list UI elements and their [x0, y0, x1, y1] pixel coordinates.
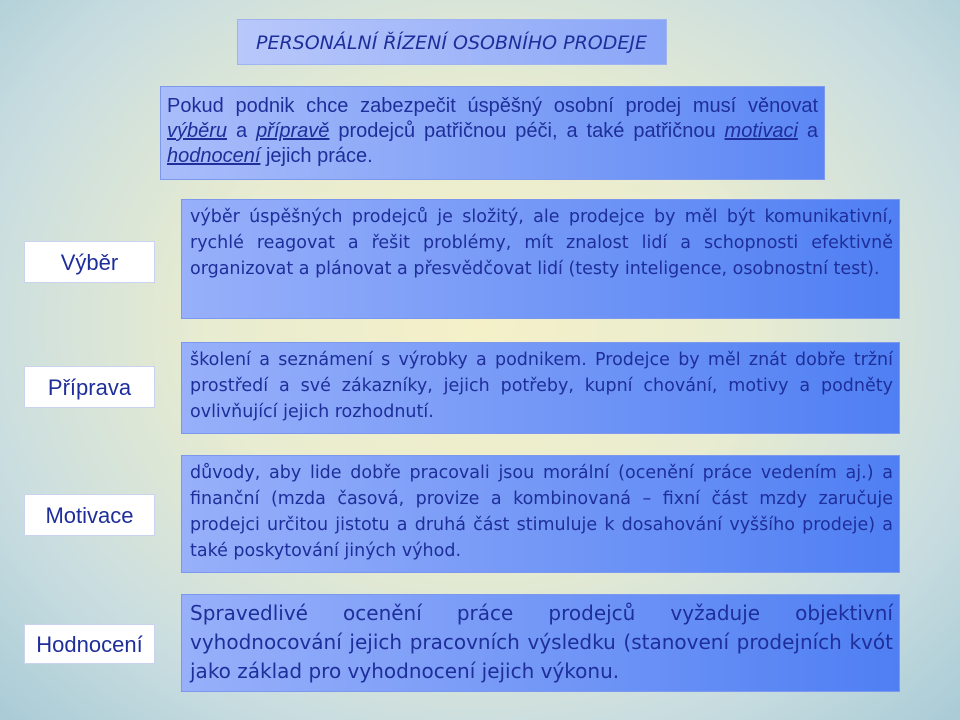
content-motivace: důvody, aby lide dobře pracovali jsou morální (ocenění práce vedením aj.) a finanční (mzda časová, provize a kombinovaná – fixní část mzdy zaručuje prodejci určitou jistotu a druhá část stimuluje k dosahování vyššího prodeje) a také poskytování jiných výhod. [181, 455, 900, 573]
content-priprava: školení a seznámení s výrobky a podnikem. Prodejce by měl znát dobře tržní prostředí a své zákazníky, jejich potřeby, kupní chování, motivy a podněty ovlivňující jejich rozhodnutí. [181, 342, 900, 434]
intro-text-2: a [227, 120, 257, 142]
content-hodnoceni: Spravedlivé ocenění práce prodejců vyžaduje objektivní vyhodnocování jejich pracovních výsledku (stanovení prodejních kvót jako základ pro vyhodnocení jejich výkonu. [181, 594, 900, 692]
label-hodnoceni: Hodnocení [24, 624, 155, 664]
intro-text-5: jejich práce. [260, 145, 373, 167]
label-priprava: Příprava [24, 366, 155, 408]
intro-link-vyber[interactable]: výběru [167, 120, 228, 142]
intro-link-priprava[interactable]: přípravě [256, 120, 330, 142]
intro-text-3: prodejců patřičnou péči, a také patřičnou [329, 120, 725, 142]
content-vyber: výběr úspěšných prodejců je složitý, ale prodejce by měl být komunikativní, rychlé reagovat a řešit problémy, mít znalost lidí a schopnosti efektivně organizovat a plánovat a přesvědčovat lidí (testy inteligence, osobnostní test). [181, 199, 900, 319]
intro-text-1: Pokud podnik chce zabezpečit úspěšný osobní prodej musí věnovat [167, 95, 818, 117]
label-motivace: Motivace [24, 494, 155, 536]
label-vyber: Výběr [24, 241, 155, 283]
intro-link-motivace[interactable]: motivaci [724, 120, 798, 142]
intro-text-4: a [797, 120, 818, 142]
page-title: PERSONÁLNÍ ŘÍZENÍ OSOBNÍHO PRODEJE [237, 19, 667, 65]
intro-box [160, 86, 825, 180]
intro-link-hodnoceni[interactable]: hodnocení [167, 145, 261, 167]
